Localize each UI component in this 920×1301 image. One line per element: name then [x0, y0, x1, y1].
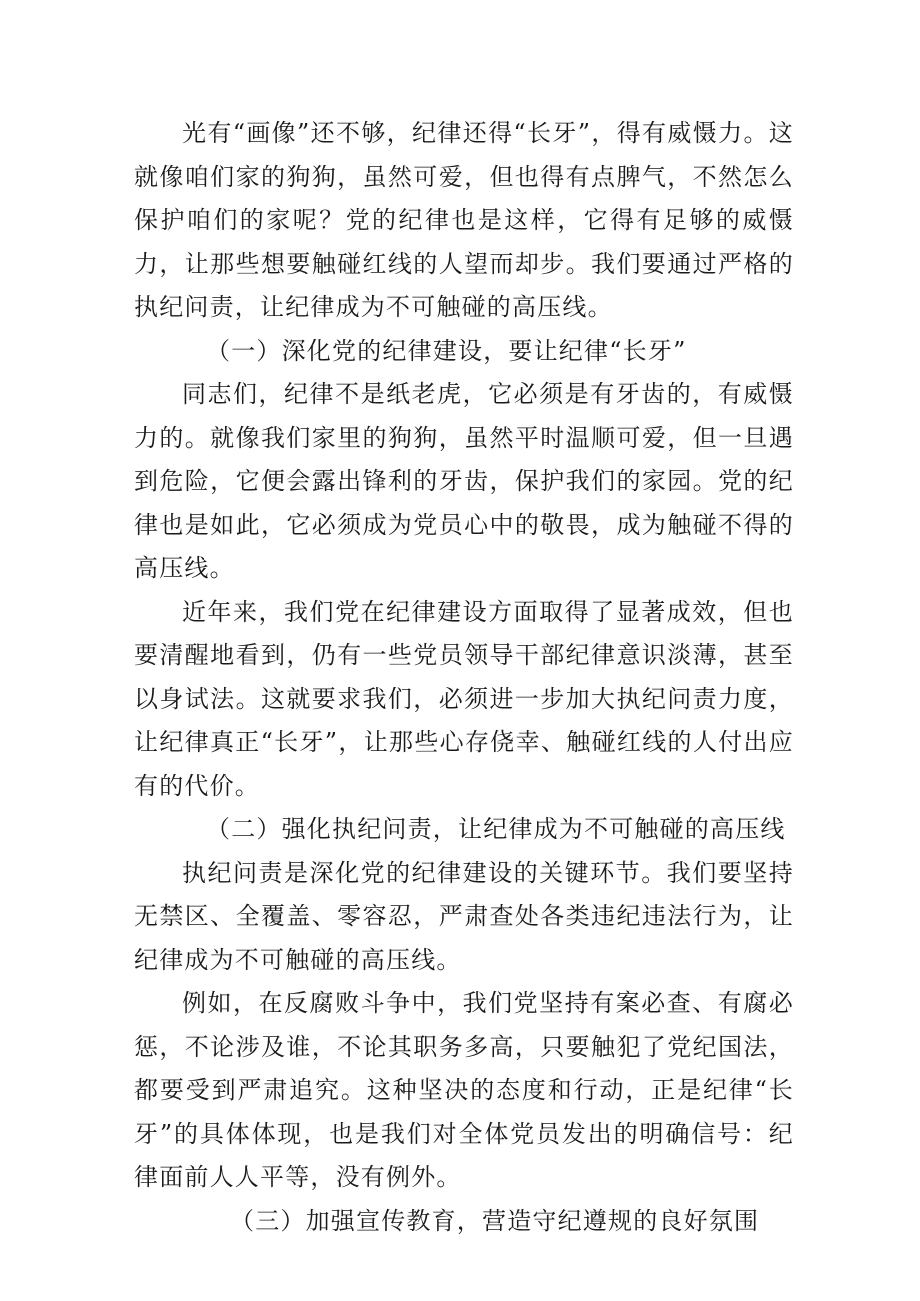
section-2-paragraph-2: 例如，在反腐败斗争中，我们党坚持有案必查、有腐必惩，不论涉及谁，不论其职务多高，只要触犯了党纪国法，都要受到严肃追究。这种坚决的态度和行动，正是纪律“长牙”的具体体现，也是我们对全体党员发出的明确信号：纪律面前人人平等，没有例外。	[134, 989, 794, 1191]
section-1-paragraph-1: 同志们，纪律不是纸老虎，它必须是有牙齿的，有威慑力的。就像我们家里的狗狗，虽然平时温顺可爱，但一旦遇到危险，它便会露出锋利的牙齿，保护我们的家园。党的纪律也是如此，它必须成为党员心中的敬畏，成为触碰不得的高压线。	[134, 380, 794, 582]
section-2-paragraph-1: 执纪问责是深化党的纪律建设的关键环节。我们要坚持无禁区、全覆盖、零容忍，严肃查处各类违纪违法行为，让纪律成为不可触碰的高压线。	[134, 858, 794, 974]
section-1-paragraph-2: 近年来，我们党在纪律建设方面取得了显著成效，但也要清醒地看到，仍有一些党员领导干部纪律意识淡薄，甚至以身试法。这就要求我们，必须进一步加大执纪问责力度，让纪律真正“长牙”，让那些心存侥幸、触碰红线的人付出应有的代价。	[134, 597, 794, 800]
section-2-heading: （二）强化执纪问责，让纪律成为不可触碰的高压线	[206, 815, 786, 843]
section-3-heading: （三）加强宣传教育，营造守纪遵规的良好氛围	[230, 1206, 760, 1235]
document-body	[134, 112, 794, 1243]
section-1-heading: （一）深化党的纪律建设，要让纪律“长牙”	[206, 336, 687, 365]
intro-paragraph: 光有“画像”还不够，纪律还得“长牙”，得有威慑力。这就像咱们家的狗狗，虽然可爱，但也得有点脾气，不然怎么保护咱们的家呢？党的纪律也是这样，它得有足够的威慑力，让那些想要触碰红线的人望而却步。我们要通过严格的执纪问责，让纪律成为不可触碰的高压线。	[134, 119, 794, 321]
